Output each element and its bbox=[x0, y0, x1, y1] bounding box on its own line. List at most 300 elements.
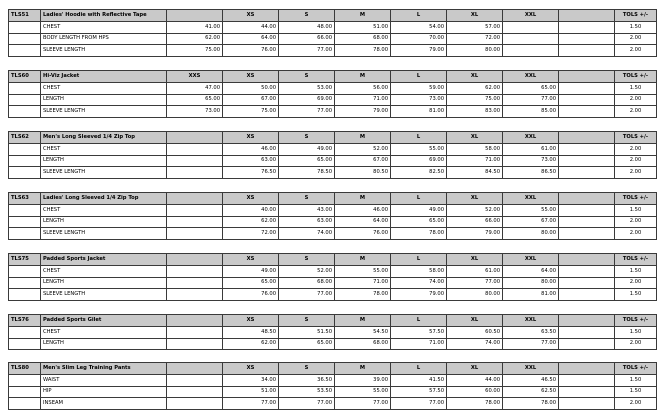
size-header: XXL bbox=[503, 363, 559, 375]
size-header: S bbox=[279, 10, 335, 22]
measurement-value: 46.00 bbox=[335, 204, 391, 216]
measurement-value: 80.50 bbox=[335, 167, 391, 179]
product-code: TLS60 bbox=[9, 71, 41, 83]
size-table-tls76 bbox=[8, 314, 657, 350]
size-header: XL bbox=[447, 254, 503, 266]
table-header-row bbox=[9, 363, 657, 375]
measurement-value: 72.00 bbox=[223, 228, 279, 240]
measurement-value: 76.50 bbox=[223, 167, 279, 179]
measurement-value: 57.00 bbox=[447, 21, 503, 33]
empty-cell bbox=[559, 45, 615, 57]
empty-cell bbox=[559, 374, 615, 386]
measurement-label: CHEST bbox=[41, 326, 167, 338]
table-row bbox=[9, 45, 657, 57]
empty-cell bbox=[9, 167, 41, 179]
size-header: XL bbox=[447, 71, 503, 83]
size-header bbox=[167, 132, 223, 144]
tolerance-value: 2.00 bbox=[615, 338, 657, 350]
tolerance-value: 2.00 bbox=[615, 216, 657, 228]
measurement-value: 68.00 bbox=[335, 33, 391, 45]
tolerance-value: 2.00 bbox=[615, 167, 657, 179]
measurement-value: 65.00 bbox=[391, 216, 447, 228]
product-code: TLS75 bbox=[9, 254, 41, 266]
measurement-value: 71.00 bbox=[335, 277, 391, 289]
measurement-value: 73.00 bbox=[391, 94, 447, 106]
measurement-value: 53.50 bbox=[279, 386, 335, 398]
measurement-value: 76.00 bbox=[223, 289, 279, 301]
table-row bbox=[9, 106, 657, 118]
tolerance-value: 1.50 bbox=[615, 326, 657, 338]
empty-cell bbox=[9, 374, 41, 386]
tolerance-value: 2.00 bbox=[615, 398, 657, 410]
empty-cell bbox=[559, 155, 615, 167]
tolerance-value: 2.00 bbox=[615, 94, 657, 106]
tolerance-header: TOLS +/- bbox=[615, 193, 657, 205]
measurement-value: 65.00 bbox=[279, 155, 335, 167]
product-code: TLS76 bbox=[9, 315, 41, 327]
measurement-label: SLEEVE LENGTH bbox=[41, 289, 167, 301]
size-header: XL bbox=[447, 193, 503, 205]
size-table-tls62 bbox=[8, 131, 657, 179]
table-row bbox=[9, 289, 657, 301]
product-name: Men's Slim Leg Training Pants bbox=[41, 363, 167, 375]
size-table-tls60 bbox=[8, 70, 657, 118]
table-row bbox=[9, 374, 657, 386]
measurement-label: LENGTH bbox=[41, 216, 167, 228]
table-row bbox=[9, 277, 657, 289]
measurement-value: 50.00 bbox=[223, 82, 279, 94]
measurement-value: 57.50 bbox=[391, 386, 447, 398]
measurement-value: 63.00 bbox=[279, 216, 335, 228]
measurement-value: 79.00 bbox=[335, 106, 391, 118]
table-row bbox=[9, 204, 657, 216]
measurement-value: 77.00 bbox=[335, 398, 391, 410]
table-row bbox=[9, 94, 657, 106]
tolerance-value: 2.00 bbox=[615, 228, 657, 240]
measurement-value: 49.00 bbox=[223, 265, 279, 277]
table-row bbox=[9, 326, 657, 338]
measurement-value: 71.00 bbox=[391, 338, 447, 350]
product-code: TLS63 bbox=[9, 193, 41, 205]
size-header: M bbox=[335, 10, 391, 22]
measurement-value: 78.00 bbox=[335, 289, 391, 301]
size-header: XS bbox=[223, 363, 279, 375]
size-header: S bbox=[279, 132, 335, 144]
size-header bbox=[559, 193, 615, 205]
empty-cell bbox=[9, 228, 41, 240]
size-header: XS bbox=[223, 132, 279, 144]
measurement-value: 72.00 bbox=[447, 33, 503, 45]
size-header: XXL bbox=[503, 193, 559, 205]
size-header: XS bbox=[223, 71, 279, 83]
table-row bbox=[9, 143, 657, 155]
size-header bbox=[559, 10, 615, 22]
empty-cell bbox=[559, 338, 615, 350]
measurement-value: 71.00 bbox=[447, 155, 503, 167]
size-header bbox=[167, 254, 223, 266]
measurement-value: 36.50 bbox=[279, 374, 335, 386]
measurement-value: 49.00 bbox=[391, 204, 447, 216]
size-header: XS bbox=[223, 315, 279, 327]
measurement-value: 62.50 bbox=[503, 386, 559, 398]
table-row bbox=[9, 167, 657, 179]
measurement-value: 77.00 bbox=[279, 106, 335, 118]
size-table-tls75 bbox=[8, 253, 657, 301]
table-header-row bbox=[9, 254, 657, 266]
measurement-value bbox=[167, 265, 223, 277]
empty-cell bbox=[559, 94, 615, 106]
size-header bbox=[167, 193, 223, 205]
measurement-value: 49.00 bbox=[279, 143, 335, 155]
size-header: XS bbox=[223, 193, 279, 205]
measurement-value: 76.00 bbox=[335, 228, 391, 240]
product-name: Ladies' Long Sleeved 1/4 Zip Top bbox=[41, 193, 167, 205]
size-header: XS bbox=[223, 254, 279, 266]
measurement-value: 53.00 bbox=[279, 82, 335, 94]
measurement-value: 77.00 bbox=[279, 398, 335, 410]
measurement-value: 79.00 bbox=[391, 45, 447, 57]
size-header: L bbox=[391, 132, 447, 144]
measurement-value: 46.50 bbox=[503, 374, 559, 386]
measurement-value: 67.00 bbox=[223, 94, 279, 106]
size-table-tls80 bbox=[8, 362, 657, 410]
measurement-value: 86.50 bbox=[503, 167, 559, 179]
measurement-value: 58.00 bbox=[391, 265, 447, 277]
tolerance-header: TOLS +/- bbox=[615, 363, 657, 375]
measurement-value: 66.00 bbox=[447, 216, 503, 228]
measurement-value: 85.00 bbox=[503, 106, 559, 118]
table-row bbox=[9, 21, 657, 33]
measurement-value bbox=[167, 143, 223, 155]
measurement-value bbox=[167, 398, 223, 410]
size-header: M bbox=[335, 315, 391, 327]
empty-cell bbox=[9, 398, 41, 410]
measurement-value: 52.00 bbox=[279, 265, 335, 277]
table-header-row bbox=[9, 132, 657, 144]
measurement-value: 55.00 bbox=[335, 265, 391, 277]
empty-cell bbox=[9, 289, 41, 301]
measurement-label: INSEAM bbox=[41, 398, 167, 410]
measurement-value: 60.00 bbox=[447, 386, 503, 398]
measurement-value: 60.50 bbox=[447, 326, 503, 338]
table-row bbox=[9, 338, 657, 350]
measurement-value: 69.00 bbox=[279, 94, 335, 106]
product-code: TLS80 bbox=[9, 363, 41, 375]
measurement-value: 61.00 bbox=[503, 143, 559, 155]
measurement-value: 77.00 bbox=[279, 289, 335, 301]
measurement-value: 55.00 bbox=[335, 386, 391, 398]
empty-cell bbox=[9, 82, 41, 94]
size-header: L bbox=[391, 315, 447, 327]
empty-cell bbox=[9, 386, 41, 398]
measurement-label: CHEST bbox=[41, 21, 167, 33]
measurement-value: 61.00 bbox=[447, 265, 503, 277]
measurement-value: 82.50 bbox=[391, 167, 447, 179]
measurement-label: SLEEVE LENGTH bbox=[41, 45, 167, 57]
size-header: XL bbox=[447, 363, 503, 375]
measurement-value: 77.00 bbox=[503, 338, 559, 350]
table-header-row bbox=[9, 315, 657, 327]
size-header: XXS bbox=[167, 71, 223, 83]
measurement-label: LENGTH bbox=[41, 338, 167, 350]
tolerance-header: TOLS +/- bbox=[615, 315, 657, 327]
measurement-value: 56.00 bbox=[335, 82, 391, 94]
measurement-value: 69.00 bbox=[391, 155, 447, 167]
product-code: TLS51 bbox=[9, 10, 41, 22]
measurement-label: CHEST bbox=[41, 204, 167, 216]
size-header: M bbox=[335, 254, 391, 266]
tolerance-value: 2.00 bbox=[615, 143, 657, 155]
empty-cell bbox=[559, 82, 615, 94]
size-header: S bbox=[279, 363, 335, 375]
measurement-value: 70.00 bbox=[391, 33, 447, 45]
size-header: XXL bbox=[503, 315, 559, 327]
measurement-value: 34.00 bbox=[223, 374, 279, 386]
size-header: L bbox=[391, 10, 447, 22]
table-row bbox=[9, 265, 657, 277]
measurement-value: 73.00 bbox=[167, 106, 223, 118]
measurement-label: HIP bbox=[41, 386, 167, 398]
product-name: Padded Sports Jacket bbox=[41, 254, 167, 266]
measurement-label: LENGTH bbox=[41, 94, 167, 106]
empty-cell bbox=[9, 94, 41, 106]
measurement-value: 46.00 bbox=[223, 143, 279, 155]
size-header: XL bbox=[447, 10, 503, 22]
measurement-value: 57.50 bbox=[391, 326, 447, 338]
measurement-value: 48.00 bbox=[279, 21, 335, 33]
measurement-value: 55.00 bbox=[503, 204, 559, 216]
measurement-value: 75.00 bbox=[167, 45, 223, 57]
size-header bbox=[167, 10, 223, 22]
size-header: S bbox=[279, 71, 335, 83]
size-header: M bbox=[335, 363, 391, 375]
measurement-value: 51.00 bbox=[223, 386, 279, 398]
tolerance-value: 1.50 bbox=[615, 386, 657, 398]
empty-cell bbox=[9, 216, 41, 228]
measurement-label: SLEEVE LENGTH bbox=[41, 167, 167, 179]
measurement-value: 44.00 bbox=[223, 21, 279, 33]
measurement-value: 78.00 bbox=[503, 398, 559, 410]
empty-cell bbox=[559, 326, 615, 338]
size-header bbox=[167, 363, 223, 375]
size-header: XL bbox=[447, 132, 503, 144]
table-row bbox=[9, 82, 657, 94]
measurement-value: 78.00 bbox=[447, 398, 503, 410]
measurement-value: 71.00 bbox=[335, 94, 391, 106]
size-header: XXL bbox=[503, 71, 559, 83]
empty-cell bbox=[559, 265, 615, 277]
size-header bbox=[559, 315, 615, 327]
tolerance-value: 2.00 bbox=[615, 106, 657, 118]
measurement-value: 75.00 bbox=[447, 94, 503, 106]
empty-cell bbox=[559, 216, 615, 228]
size-header bbox=[559, 71, 615, 83]
table-row bbox=[9, 386, 657, 398]
measurement-value bbox=[167, 289, 223, 301]
measurement-label: LENGTH bbox=[41, 155, 167, 167]
measurement-value: 74.00 bbox=[447, 338, 503, 350]
table-row bbox=[9, 228, 657, 240]
empty-cell bbox=[559, 277, 615, 289]
measurement-value: 47.00 bbox=[167, 82, 223, 94]
product-name: Padded Sports Gilet bbox=[41, 315, 167, 327]
empty-cell bbox=[9, 45, 41, 57]
measurement-value: 62.00 bbox=[223, 338, 279, 350]
measurement-value: 65.00 bbox=[279, 338, 335, 350]
measurement-value: 64.00 bbox=[223, 33, 279, 45]
measurement-value: 76.00 bbox=[223, 45, 279, 57]
table-header-row bbox=[9, 71, 657, 83]
measurement-value: 80.00 bbox=[503, 228, 559, 240]
measurement-value: 51.00 bbox=[335, 21, 391, 33]
measurement-value: 64.00 bbox=[503, 265, 559, 277]
measurement-label: BODY LENGTH FROM HPS bbox=[41, 33, 167, 45]
measurement-value: 65.00 bbox=[167, 94, 223, 106]
measurement-value bbox=[503, 33, 559, 45]
measurement-label: SLEEVE LENGTH bbox=[41, 106, 167, 118]
measurement-value: 62.00 bbox=[167, 33, 223, 45]
size-table-tls51 bbox=[8, 9, 657, 57]
empty-cell bbox=[559, 386, 615, 398]
measurement-value: 67.00 bbox=[335, 155, 391, 167]
empty-cell bbox=[9, 326, 41, 338]
measurement-value bbox=[167, 374, 223, 386]
measurement-value: 65.00 bbox=[503, 82, 559, 94]
measurement-value: 75.00 bbox=[223, 106, 279, 118]
empty-cell bbox=[9, 33, 41, 45]
tolerance-value: 1.50 bbox=[615, 374, 657, 386]
measurement-value: 74.00 bbox=[279, 228, 335, 240]
measurement-value: 81.00 bbox=[391, 106, 447, 118]
measurement-value bbox=[167, 167, 223, 179]
empty-cell bbox=[559, 33, 615, 45]
empty-cell bbox=[9, 155, 41, 167]
tolerance-header: TOLS +/- bbox=[615, 132, 657, 144]
measurement-value: 79.00 bbox=[391, 289, 447, 301]
measurement-value: 65.00 bbox=[223, 277, 279, 289]
product-code: TLS62 bbox=[9, 132, 41, 144]
measurement-label: CHEST bbox=[41, 143, 167, 155]
measurement-value: 79.00 bbox=[447, 228, 503, 240]
empty-cell bbox=[559, 289, 615, 301]
size-header: L bbox=[391, 71, 447, 83]
tolerance-value: 1.50 bbox=[615, 204, 657, 216]
measurement-value: 62.00 bbox=[223, 216, 279, 228]
measurement-value: 74.00 bbox=[391, 277, 447, 289]
size-header: XXL bbox=[503, 10, 559, 22]
measurement-value bbox=[167, 277, 223, 289]
measurement-value: 66.00 bbox=[279, 33, 335, 45]
measurement-value: 77.00 bbox=[279, 45, 335, 57]
tolerance-value: 2.00 bbox=[615, 155, 657, 167]
measurement-value: 40.00 bbox=[223, 204, 279, 216]
tolerance-value: 1.50 bbox=[615, 82, 657, 94]
empty-cell bbox=[559, 167, 615, 179]
measurement-label: CHEST bbox=[41, 82, 167, 94]
measurement-value: 55.00 bbox=[391, 143, 447, 155]
measurement-value: 84.50 bbox=[447, 167, 503, 179]
measurement-label: LENGTH bbox=[41, 277, 167, 289]
table-row bbox=[9, 33, 657, 45]
product-name: Ladies' Hoodie with Reflective Tape bbox=[41, 10, 167, 22]
size-header: S bbox=[279, 193, 335, 205]
measurement-value: 78.50 bbox=[279, 167, 335, 179]
size-header bbox=[559, 363, 615, 375]
size-header: XL bbox=[447, 315, 503, 327]
measurement-value: 68.00 bbox=[279, 277, 335, 289]
empty-cell bbox=[9, 265, 41, 277]
size-header: M bbox=[335, 193, 391, 205]
table-row bbox=[9, 398, 657, 410]
measurement-value bbox=[167, 326, 223, 338]
measurement-value: 80.00 bbox=[503, 277, 559, 289]
measurement-value: 52.00 bbox=[447, 204, 503, 216]
measurement-value: 51.50 bbox=[279, 326, 335, 338]
measurement-value: 58.00 bbox=[447, 143, 503, 155]
empty-cell bbox=[9, 338, 41, 350]
table-header-row bbox=[9, 193, 657, 205]
table-row bbox=[9, 216, 657, 228]
size-header bbox=[167, 315, 223, 327]
measurement-value bbox=[167, 338, 223, 350]
tolerance-header: TOLS +/- bbox=[615, 10, 657, 22]
empty-cell bbox=[559, 398, 615, 410]
measurement-value: 63.50 bbox=[503, 326, 559, 338]
tolerance-header: TOLS +/- bbox=[615, 71, 657, 83]
tolerance-value: 1.50 bbox=[615, 265, 657, 277]
measurement-value bbox=[503, 45, 559, 57]
measurement-value bbox=[167, 216, 223, 228]
empty-cell bbox=[559, 228, 615, 240]
measurement-value: 78.00 bbox=[335, 45, 391, 57]
measurement-value: 80.00 bbox=[447, 45, 503, 57]
measurement-value: 81.00 bbox=[503, 289, 559, 301]
size-header: XXL bbox=[503, 132, 559, 144]
measurement-value: 83.00 bbox=[447, 106, 503, 118]
measurement-value: 67.00 bbox=[503, 216, 559, 228]
tolerance-value: 2.00 bbox=[615, 33, 657, 45]
measurement-value bbox=[167, 386, 223, 398]
tolerance-value: 2.00 bbox=[615, 277, 657, 289]
size-header: M bbox=[335, 71, 391, 83]
measurement-value: 43.00 bbox=[279, 204, 335, 216]
measurement-label: SLEEVE LENGTH bbox=[41, 228, 167, 240]
measurement-value: 39.00 bbox=[335, 374, 391, 386]
empty-cell bbox=[9, 204, 41, 216]
measurement-value bbox=[503, 21, 559, 33]
empty-cell bbox=[559, 143, 615, 155]
empty-cell bbox=[559, 106, 615, 118]
size-header: XXL bbox=[503, 254, 559, 266]
measurement-value: 44.00 bbox=[447, 374, 503, 386]
measurement-value: 41.50 bbox=[391, 374, 447, 386]
empty-cell bbox=[559, 204, 615, 216]
size-header: M bbox=[335, 132, 391, 144]
measurement-value: 68.00 bbox=[335, 338, 391, 350]
size-table-tls63 bbox=[8, 192, 657, 240]
product-name: Hi-Viz Jacket bbox=[41, 71, 167, 83]
measurement-value: 77.00 bbox=[223, 398, 279, 410]
measurement-value bbox=[167, 204, 223, 216]
measurement-value bbox=[167, 228, 223, 240]
size-header: L bbox=[391, 193, 447, 205]
empty-cell bbox=[9, 277, 41, 289]
size-header: S bbox=[279, 254, 335, 266]
measurement-value: 48.50 bbox=[223, 326, 279, 338]
size-header bbox=[559, 254, 615, 266]
empty-cell bbox=[9, 143, 41, 155]
measurement-value: 80.00 bbox=[447, 289, 503, 301]
